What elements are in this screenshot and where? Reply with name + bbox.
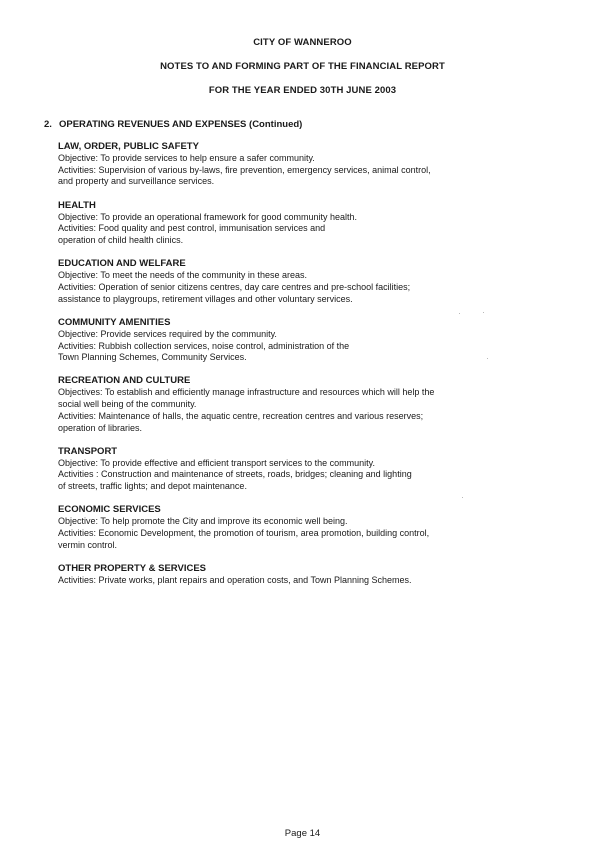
sections-list: [58, 141, 458, 598]
page-number: Page 14: [284, 828, 321, 839]
section-line: Activities: Maintenance of halls, the aquatic centre, recreation centres and various reserves;: [58, 410, 424, 421]
section-recreation-and-culture: [58, 375, 458, 434]
section-title: ECONOMIC SERVICES: [58, 504, 161, 516]
note-number: 2.: [44, 119, 52, 130]
section-line: vermin control.: [58, 539, 118, 550]
section-education-and-welfare: [58, 258, 458, 305]
section-health: [58, 200, 458, 247]
section-title: EDUCATION AND WELFARE: [58, 258, 186, 270]
note-title: OPERATING REVENUES AND EXPENSES (Continued): [59, 119, 303, 130]
section-line: Objective: To provide services to help ensure a safer community.: [58, 153, 315, 163]
section-line: Activities: Economic Development, the promotion of tourism, area promotion, building control,: [58, 528, 430, 539]
report-title: NOTES TO AND FORMING PART OF THE FINANCIAL REPORT: [160, 61, 445, 72]
section-line: operation of libraries.: [58, 422, 143, 433]
section-line: Activities: Supervision of various by-laws, fire prevention, emergency services, animal control,: [58, 164, 431, 175]
section-line: Activities: Food quality and pest control, immunisation services and: [58, 223, 326, 234]
section-title: RECREATION AND CULTURE: [58, 375, 191, 387]
section-title: COMMUNITY AMENITIES: [58, 316, 171, 328]
org-title: CITY OF WANNEROO: [253, 37, 352, 48]
note-heading: [44, 119, 302, 130]
section-line: Objective: Provide services required by the community.: [58, 328, 277, 339]
section-line: and property and surveillance services.: [58, 176, 215, 187]
section-law-order-public-safety: [58, 141, 458, 188]
section-line: Town Planning Schemes, Community Services.: [58, 352, 247, 363]
section-economic-services: [58, 504, 458, 551]
section-transport: [58, 446, 458, 493]
scan-speck: [462, 497, 463, 498]
section-line: social well being of the community.: [58, 399, 197, 410]
section-line: operation of child health clinics.: [58, 235, 184, 246]
section-line: Objective: To meet the needs of the community in these areas.: [58, 270, 307, 281]
section-line: Activities: Private works, plant repairs and operation costs, and Town Planning Schemes.: [58, 574, 412, 585]
section-line: Activities : Construction and maintenance of streets, roads, bridges; cleaning and lighting: [58, 469, 412, 480]
section-line: of streets, traffic lights; and depot maintenance.: [58, 481, 247, 492]
section-other-property-and-services: [58, 563, 458, 587]
report-period: FOR THE YEAR ENDED 30TH JUNE 2003: [208, 85, 397, 96]
scan-speck: [483, 312, 484, 313]
section-community-amenities: [58, 317, 458, 364]
section-line: Activities: Rubbish collection services, noise control, administration of the: [58, 340, 350, 351]
section-title: HEALTH: [58, 199, 96, 211]
section-line: Objective: To help promote the City and improve its economic well being.: [58, 516, 348, 527]
section-title: OTHER PROPERTY & SERVICES: [58, 562, 206, 574]
section-title: LAW, ORDER, PUBLIC SAFETY: [58, 141, 199, 152]
scan-speck: [459, 313, 460, 314]
section-title: TRANSPORT: [58, 445, 118, 457]
section-line: Objectives: To establish and efficiently manage infrastructure and resources which will help the: [58, 387, 435, 398]
section-line: assistance to playgroups, retirement villages and other voluntary services.: [58, 293, 353, 304]
scan-speck: [487, 358, 488, 359]
section-line: Activities: Operation of senior citizens centres, day care centres and pre-school facilities;: [58, 281, 411, 292]
section-line: Objective: To provide effective and efficient transport services to the community.: [58, 457, 375, 468]
section-line: Objective: To provide an operational framework for good community health.: [58, 211, 357, 222]
